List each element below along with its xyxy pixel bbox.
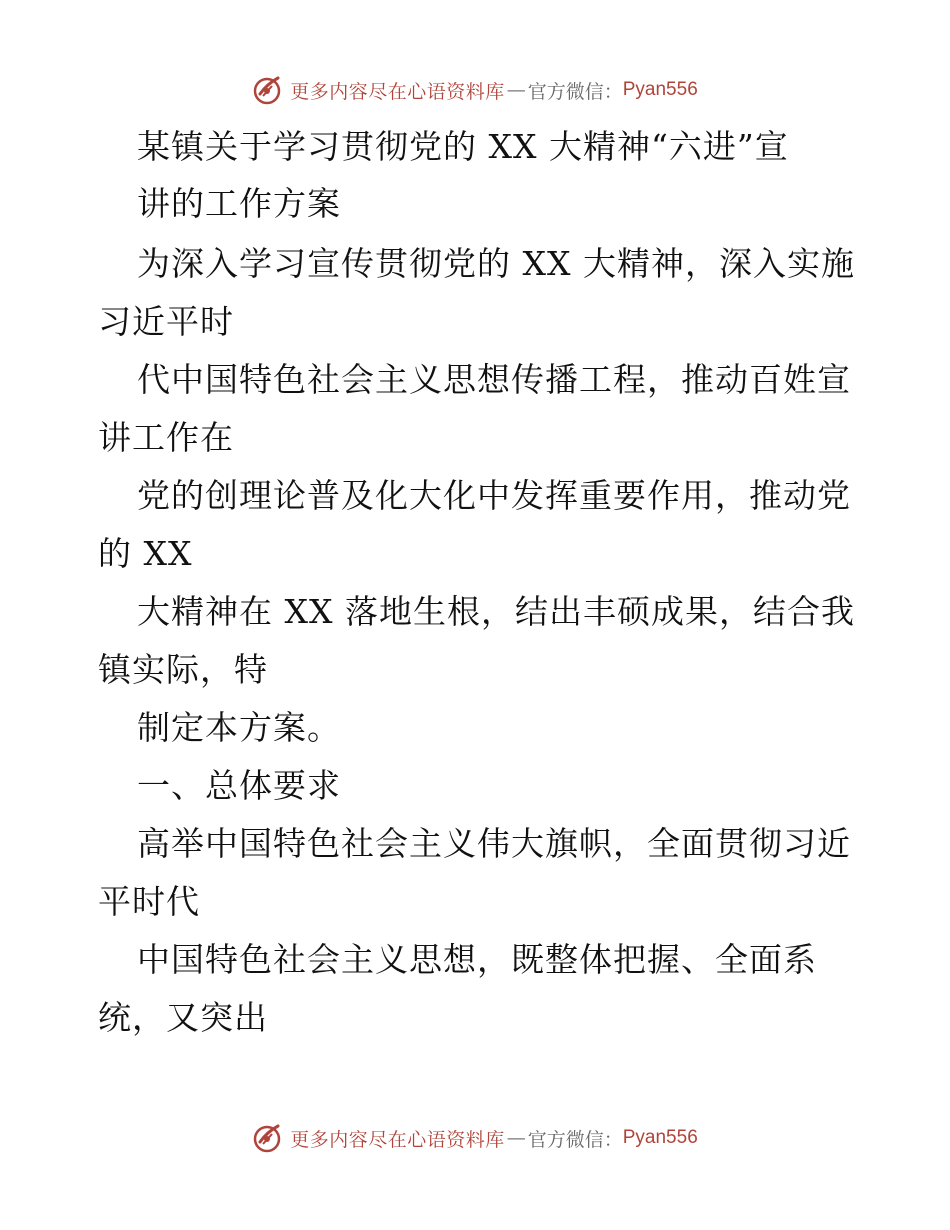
banner-text: 更多内容尽在心语资料库 <box>290 80 505 103</box>
document-title-line-2: 讲的工作方案 <box>137 184 341 223</box>
banner-wechat-label: 官方微信： <box>527 1128 623 1151</box>
paragraph-line: 的 XX <box>98 534 193 573</box>
paragraph-line: 制定本方案。 <box>137 708 341 747</box>
banner-text: 更多内容尽在心语资料库 <box>290 1128 505 1151</box>
banner-separator: — <box>506 1127 526 1149</box>
banner-separator: — <box>506 79 526 101</box>
paragraph-line: 习近平时 <box>98 302 234 341</box>
banner-wechat-id: Pyan556 <box>622 79 698 100</box>
section-heading: 一、总体要求 <box>137 766 341 805</box>
paragraph-line: 中国特色社会主义思想，既整体把握、全面系 <box>137 940 817 979</box>
paragraph-line: 为深入学习宣传贯彻党的 XX 大精神，深入实施 <box>137 244 855 283</box>
brand-logo-icon <box>252 74 284 106</box>
footer-banner <box>0 1118 950 1158</box>
document-title-line-1: 某镇关于学习贯彻党的 XX 大精神“六进”宣 <box>137 127 789 166</box>
header-banner <box>0 70 950 110</box>
banner-wechat-label: 官方微信： <box>527 80 623 103</box>
paragraph-line: 代中国特色社会主义思想传播工程，推动百姓宣 <box>137 360 851 399</box>
banner-wechat-id: Pyan556 <box>622 1127 698 1148</box>
paragraph-line: 统，又突出 <box>98 998 268 1037</box>
paragraph-line: 镇实际，特 <box>98 650 268 689</box>
brand-logo-icon <box>252 1122 284 1154</box>
paragraph-line: 大精神在 XX 落地生根，结出丰硕成果，结合我 <box>137 592 855 631</box>
paragraph-line: 平时代 <box>98 882 200 921</box>
paragraph-line: 高举中国特色社会主义伟大旗帜，全面贯彻习近 <box>137 824 851 863</box>
paragraph-line: 讲工作在 <box>98 418 234 457</box>
paragraph-line: 党的创理论普及化大化中发挥重要作用，推动党 <box>137 476 851 515</box>
